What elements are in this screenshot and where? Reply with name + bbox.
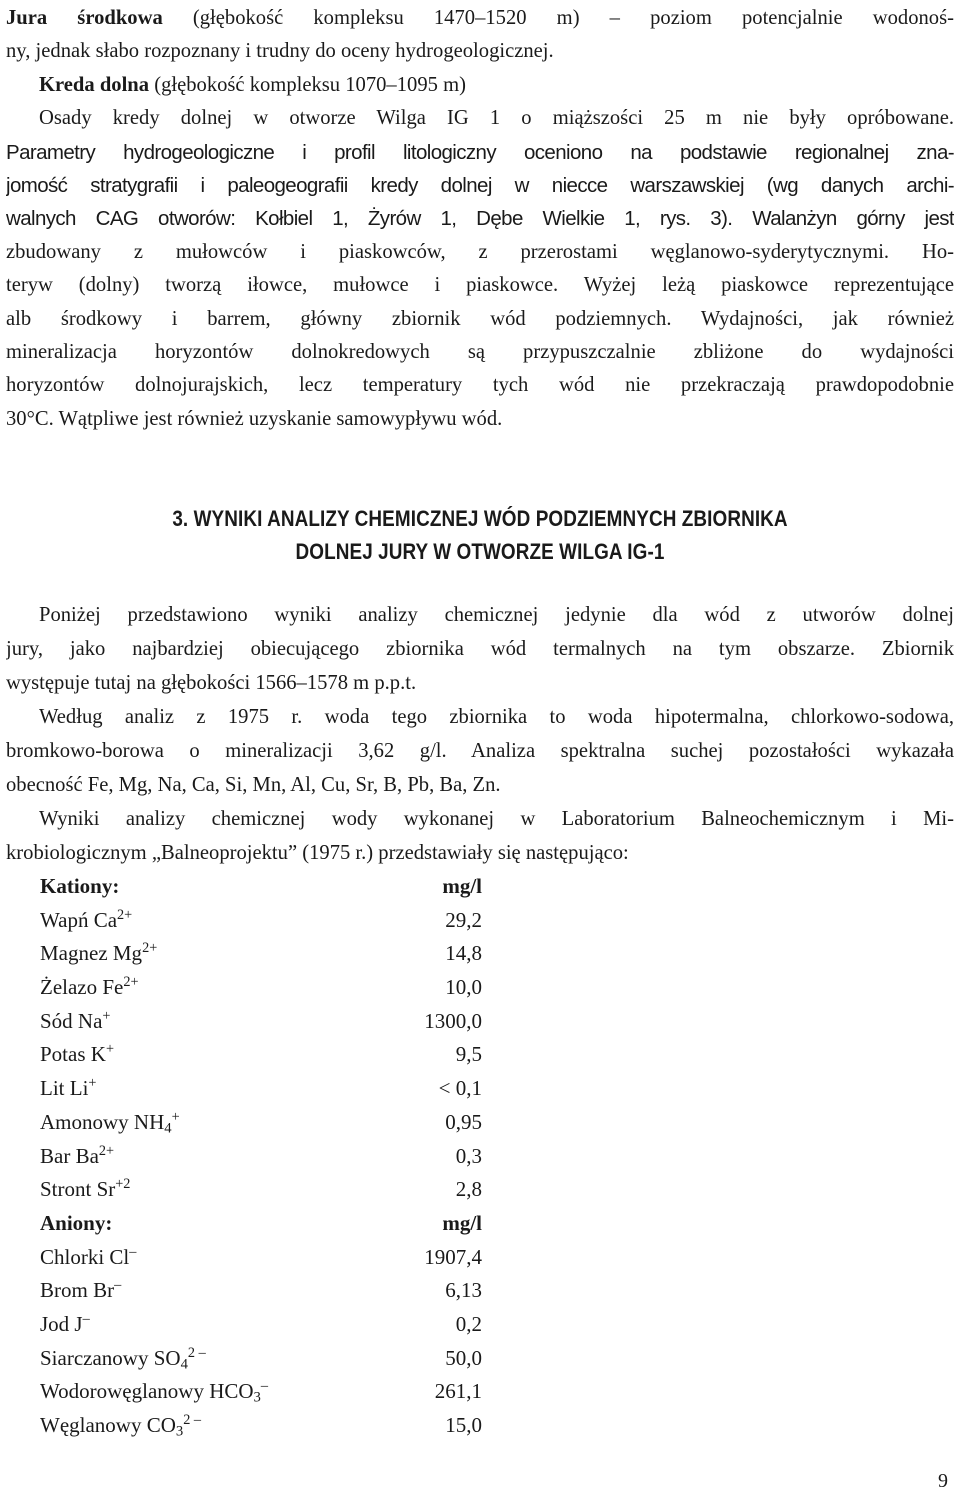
anion-row — [40, 1342, 500, 1376]
ion-value: 9,5 — [455, 1042, 482, 1067]
cations-header: Kationy: — [40, 874, 120, 898]
ion-label: Siarczanowy SO — [40, 1345, 181, 1370]
ion-subscript: 3 — [253, 1389, 261, 1406]
anions-header: Aniony: — [40, 1210, 113, 1235]
text-line — [6, 269, 954, 302]
text-line: występuje tutaj na głębokości 1566–1578 m p.p.t. — [6, 672, 417, 694]
ion-name — [40, 1005, 110, 1039]
ion-name — [40, 1241, 136, 1275]
kreda-label: Kreda dolna — [39, 73, 150, 96]
ion-label: Brom Br — [40, 1278, 115, 1303]
ion-name — [40, 937, 157, 971]
text-line: alb środkowy i barrem, główny zbiornik wód podziemnych. Wydajności, jak również — [6, 307, 954, 330]
ion-name — [40, 1106, 180, 1140]
ion-charge: – — [129, 1243, 137, 1260]
text-line — [6, 69, 954, 102]
ion-charge: 2+ — [98, 1142, 115, 1159]
ion-value: 1300,0 — [424, 1008, 482, 1033]
ion-value: 0,95 — [445, 1109, 482, 1134]
anions-header-row — [40, 1207, 500, 1241]
anion-row — [40, 1274, 500, 1308]
ion-value: 1907,4 — [424, 1244, 482, 1269]
ion-label: Chlorki Cl — [40, 1244, 130, 1269]
anion-row — [40, 1409, 500, 1443]
text-line: Według analiz z 1975 r. woda tego zbiornika to woda hipotermalna, chlorkowo-sodowa, — [39, 706, 954, 728]
ion-charge: + — [105, 1041, 114, 1058]
ion-name — [40, 1342, 206, 1376]
text-line: bromkowo-borowa o mineralizacji 3,62 g/l. Analiza spektralna suchej pozostałości wykazała — [6, 740, 954, 762]
ion-label: Stront Sr — [40, 1177, 116, 1202]
text-line: krobiologicznym „Balneoprojektu” (1975 r.) przedstawiały się następująco: — [6, 842, 629, 864]
cation-row — [40, 1038, 500, 1072]
ion-subscript: 4 — [164, 1120, 172, 1137]
page-number: 9 — [938, 1470, 948, 1492]
top-text-block — [6, 2, 954, 436]
analysis-text-block — [6, 598, 954, 870]
ion-label: Sód Na — [40, 1008, 103, 1033]
ion-table — [40, 870, 500, 1443]
cation-row — [40, 1072, 500, 1106]
ion-charge: 2 – — [183, 1412, 202, 1429]
ion-name — [40, 1173, 130, 1207]
ion-value: 29,2 — [445, 907, 482, 932]
text-fragment: teryw (dolny) tworzą iłowce, mułowce i piaskowce. — [6, 274, 559, 297]
ion-label: Bar Ba — [40, 1143, 99, 1168]
ion-label: Magnez Mg — [40, 941, 143, 966]
ion-name — [40, 1409, 201, 1443]
ion-value: 0,3 — [455, 1143, 482, 1168]
ion-subscript: 3 — [175, 1423, 184, 1440]
ion-name — [40, 1274, 121, 1308]
ion-value: 50,0 — [445, 1345, 482, 1370]
ion-label: Wodorowęglanowy HCO — [40, 1379, 254, 1404]
ion-subscript: 4 — [180, 1356, 188, 1373]
ion-label: Amonowy NH — [40, 1109, 165, 1134]
cation-row — [40, 1106, 500, 1140]
unit-header: mg/l — [442, 1210, 482, 1235]
text-line: 30°C. Wątpliwe jest również uzyskanie samowypływu wód. — [6, 407, 503, 430]
ion-name — [40, 971, 139, 1005]
text-line — [6, 202, 954, 235]
text-fragment: walnych CAG otworów: Kołbiel 1, Żyrów 1, Dębe Wielkie 1, rys. 3). — [6, 207, 733, 231]
ion-value: 15,0 — [445, 1413, 482, 1437]
text-line: ny, jednak słabo rozpoznany i trudny do oceny hydrogeologicznej. — [6, 40, 554, 63]
ion-charge: 2+ — [123, 974, 139, 991]
ion-label: Żelazo Fe — [40, 975, 124, 1000]
ion-value: 10,0 — [445, 975, 482, 1000]
anion-row — [40, 1241, 500, 1275]
ion-name — [40, 1072, 96, 1106]
text-fragment: (głębokość kompleksu 1070–1095 m) — [149, 73, 466, 96]
ion-label: Potas K — [40, 1042, 106, 1067]
text-fragment: Walanżyn górny jest — [732, 207, 954, 231]
ion-value: 261,1 — [434, 1379, 482, 1404]
ion-charge: 2+ — [142, 940, 158, 957]
text-line — [6, 2, 954, 35]
text-line: Wyniki analizy chemicznej wody wykonanej w Laboratorium Balneochemicznym i Mi- — [39, 808, 954, 830]
ion-name — [40, 1308, 90, 1342]
ion-charge: 2+ — [117, 906, 133, 923]
ion-charge: – — [260, 1378, 269, 1395]
ion-value: < 0,1 — [438, 1076, 482, 1101]
text-line: Osady kredy dolnej w otworze Wilga IG 1 o miąższości 25 m nie były opróbowane. — [39, 107, 954, 130]
anion-row — [40, 1308, 500, 1342]
ion-name — [40, 1140, 114, 1174]
ion-label: Lit Li — [40, 1076, 89, 1101]
ion-value: 6,13 — [445, 1278, 482, 1303]
cation-row — [40, 971, 500, 1005]
text-line: mineralizacja horyzontów dolnokredowych są przypuszczalnie zbliżone do wydajności — [6, 341, 954, 364]
text-line: Parametry hydrogeologiczne i profil litologiczny oceniono na podstawie regionalnej zna- — [6, 140, 954, 164]
cation-row — [40, 1005, 500, 1039]
section-heading-line-1: 3. WYNIKI ANALIZY CHEMICZNEJ WÓD PODZIEMNYCH ZBIORNIKA — [172, 506, 788, 531]
text-fragment: Wyżej leżą piaskowce reprezentujące — [558, 274, 954, 297]
jura-label: Jura środkowa — [6, 7, 163, 29]
ion-value: 2,8 — [455, 1177, 482, 1202]
ion-charge: + — [171, 1108, 180, 1125]
ion-value: 14,8 — [445, 941, 482, 966]
ion-charge: + — [88, 1075, 97, 1092]
cation-row — [40, 937, 500, 971]
cation-row — [40, 1173, 500, 1207]
ion-name — [40, 1375, 268, 1409]
text-line: horyzontów dolnojurajskich, lecz temperatury tych wód nie przekraczają prawdopodobnie — [6, 374, 954, 397]
ion-name — [40, 904, 132, 938]
text-line: jomość stratygrafii i paleogeografii kredy dolnej w niecce warszawskiej (wg danych archi- — [6, 174, 954, 198]
text-line: jury, jako najbardziej obiecującego zbiornika wód termalnych na tym obszarze. Zbiornik — [6, 638, 954, 660]
ion-value: 0,2 — [455, 1311, 482, 1336]
ion-charge: 2 – — [187, 1344, 206, 1361]
anion-row — [40, 1375, 500, 1409]
ion-label: Jod J — [40, 1311, 83, 1336]
ion-charge: – — [82, 1311, 90, 1328]
text-line: Poniżej przedstawiono wyniki analizy chemicznej jedynie dla wód z utworów dolnej — [39, 604, 954, 626]
ion-charge: +2 — [115, 1176, 131, 1193]
ion-charge: + — [102, 1007, 111, 1024]
cation-row — [40, 1140, 500, 1174]
text-line: obecność Fe, Mg, Na, Ca, Si, Mn, Al, Cu, Sr, B, Pb, Ba, Zn. — [6, 774, 501, 796]
unit-header: mg/l — [442, 874, 482, 898]
ion-label: Wapń Ca — [40, 907, 118, 932]
document-page — [6, 0, 956, 1504]
text-line: zbudowany z mułowców i piaskowców, z przerostami węglanowo-syderytycznymi. Ho- — [6, 240, 954, 263]
cation-row — [40, 904, 500, 938]
ion-charge: – — [114, 1277, 122, 1294]
section-heading-line-2: DOLNEJ JURY W OTWORZE WILGA IG-1 — [295, 539, 665, 564]
ion-label: Węglanowy CO — [40, 1413, 176, 1437]
cations-header-row — [40, 870, 500, 904]
text-fragment: (głębokość kompleksu 1470–1520 m) – poziom potencjalnie wodonoś- — [162, 7, 954, 29]
ion-name — [40, 1038, 114, 1072]
